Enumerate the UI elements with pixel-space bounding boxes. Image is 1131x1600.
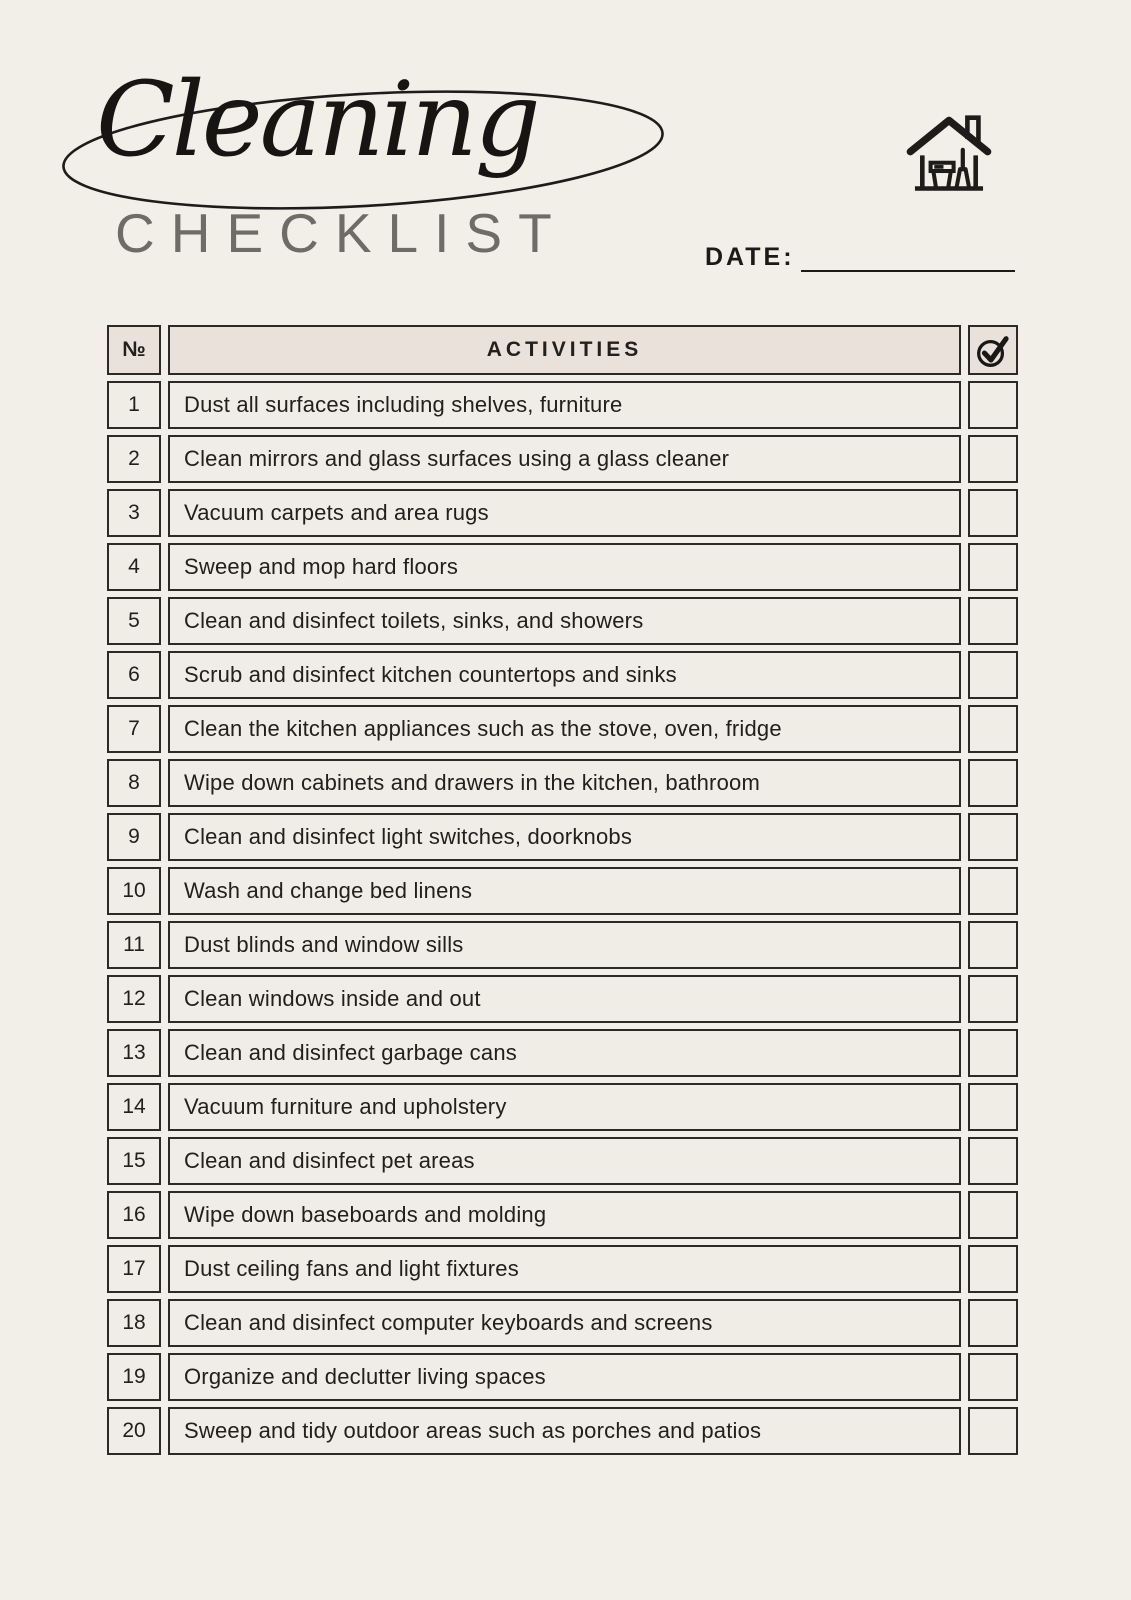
row-checkbox[interactable] [968,921,1018,969]
row-number: 3 [107,489,161,537]
row-activity: Clean and disinfect garbage cans [168,1029,961,1077]
row-checkbox[interactable] [968,489,1018,537]
row-number: 7 [107,705,161,753]
row-checkbox[interactable] [968,759,1018,807]
row-checkbox[interactable] [968,867,1018,915]
house-cleaning-icon [903,104,995,204]
row-checkbox[interactable] [968,1137,1018,1185]
row-number: 1 [107,381,161,429]
row-number: 11 [107,921,161,969]
row-number: 17 [107,1245,161,1293]
row-checkbox[interactable] [968,381,1018,429]
date-fill-in-line[interactable] [801,246,1015,272]
column-header-number: № [107,325,161,375]
row-activity: Dust ceiling fans and light fixtures [168,1245,961,1293]
row-checkbox[interactable] [968,1353,1018,1401]
row-activity: Clean windows inside and out [168,975,961,1023]
row-checkbox[interactable] [968,1191,1018,1239]
row-checkbox[interactable] [968,1299,1018,1347]
row-number: 8 [107,759,161,807]
row-activity: Organize and declutter living spaces [168,1353,961,1401]
row-checkbox[interactable] [968,1083,1018,1131]
row-checkbox[interactable] [968,1407,1018,1455]
row-number: 14 [107,1083,161,1131]
row-number: 15 [107,1137,161,1185]
row-number: 4 [107,543,161,591]
row-number: 19 [107,1353,161,1401]
row-activity: Vacuum furniture and upholstery [168,1083,961,1131]
row-activity: Dust blinds and window sills [168,921,961,969]
checkmark-circle-icon [975,333,1011,369]
row-checkbox[interactable] [968,651,1018,699]
page-title-caps: CHECKLIST [115,202,568,264]
row-checkbox[interactable] [968,1029,1018,1077]
row-activity: Clean and disinfect light switches, doorknobs [168,813,961,861]
row-number: 6 [107,651,161,699]
row-number: 10 [107,867,161,915]
row-activity: Vacuum carpets and area rugs [168,489,961,537]
row-number: 20 [107,1407,161,1455]
row-activity: Wipe down baseboards and molding [168,1191,961,1239]
row-number: 12 [107,975,161,1023]
date-label: DATE: [705,243,795,271]
column-header-check [968,325,1018,375]
row-activity: Clean mirrors and glass surfaces using a glass cleaner [168,435,961,483]
column-header-activities: ACTIVITIES [168,325,961,375]
row-activity: Clean and disinfect pet areas [168,1137,961,1185]
row-number: 13 [107,1029,161,1077]
row-activity: Clean the kitchen appliances such as the stove, oven, fridge [168,705,961,753]
row-checkbox[interactable] [968,705,1018,753]
row-activity: Clean and disinfect toilets, sinks, and showers [168,597,961,645]
row-activity: Clean and disinfect computer keyboards and screens [168,1299,961,1347]
row-number: 9 [107,813,161,861]
row-activity: Wipe down cabinets and drawers in the kitchen, bathroom [168,759,961,807]
date-row [705,243,1015,272]
row-checkbox[interactable] [968,543,1018,591]
row-checkbox[interactable] [968,597,1018,645]
row-checkbox[interactable] [968,1245,1018,1293]
row-activity: Dust all surfaces including shelves, furniture [168,381,961,429]
row-number: 2 [107,435,161,483]
row-activity: Wash and change bed linens [168,867,961,915]
checklist-table [107,325,1018,1455]
row-checkbox[interactable] [968,975,1018,1023]
row-activity: Scrub and disinfect kitchen countertops and sinks [168,651,961,699]
row-activity: Sweep and tidy outdoor areas such as porches and patios [168,1407,961,1455]
row-checkbox[interactable] [968,813,1018,861]
row-activity: Sweep and mop hard floors [168,543,961,591]
row-number: 18 [107,1299,161,1347]
row-checkbox[interactable] [968,435,1018,483]
row-number: 16 [107,1191,161,1239]
page-title-script: Cleaning [96,60,538,180]
row-number: 5 [107,597,161,645]
